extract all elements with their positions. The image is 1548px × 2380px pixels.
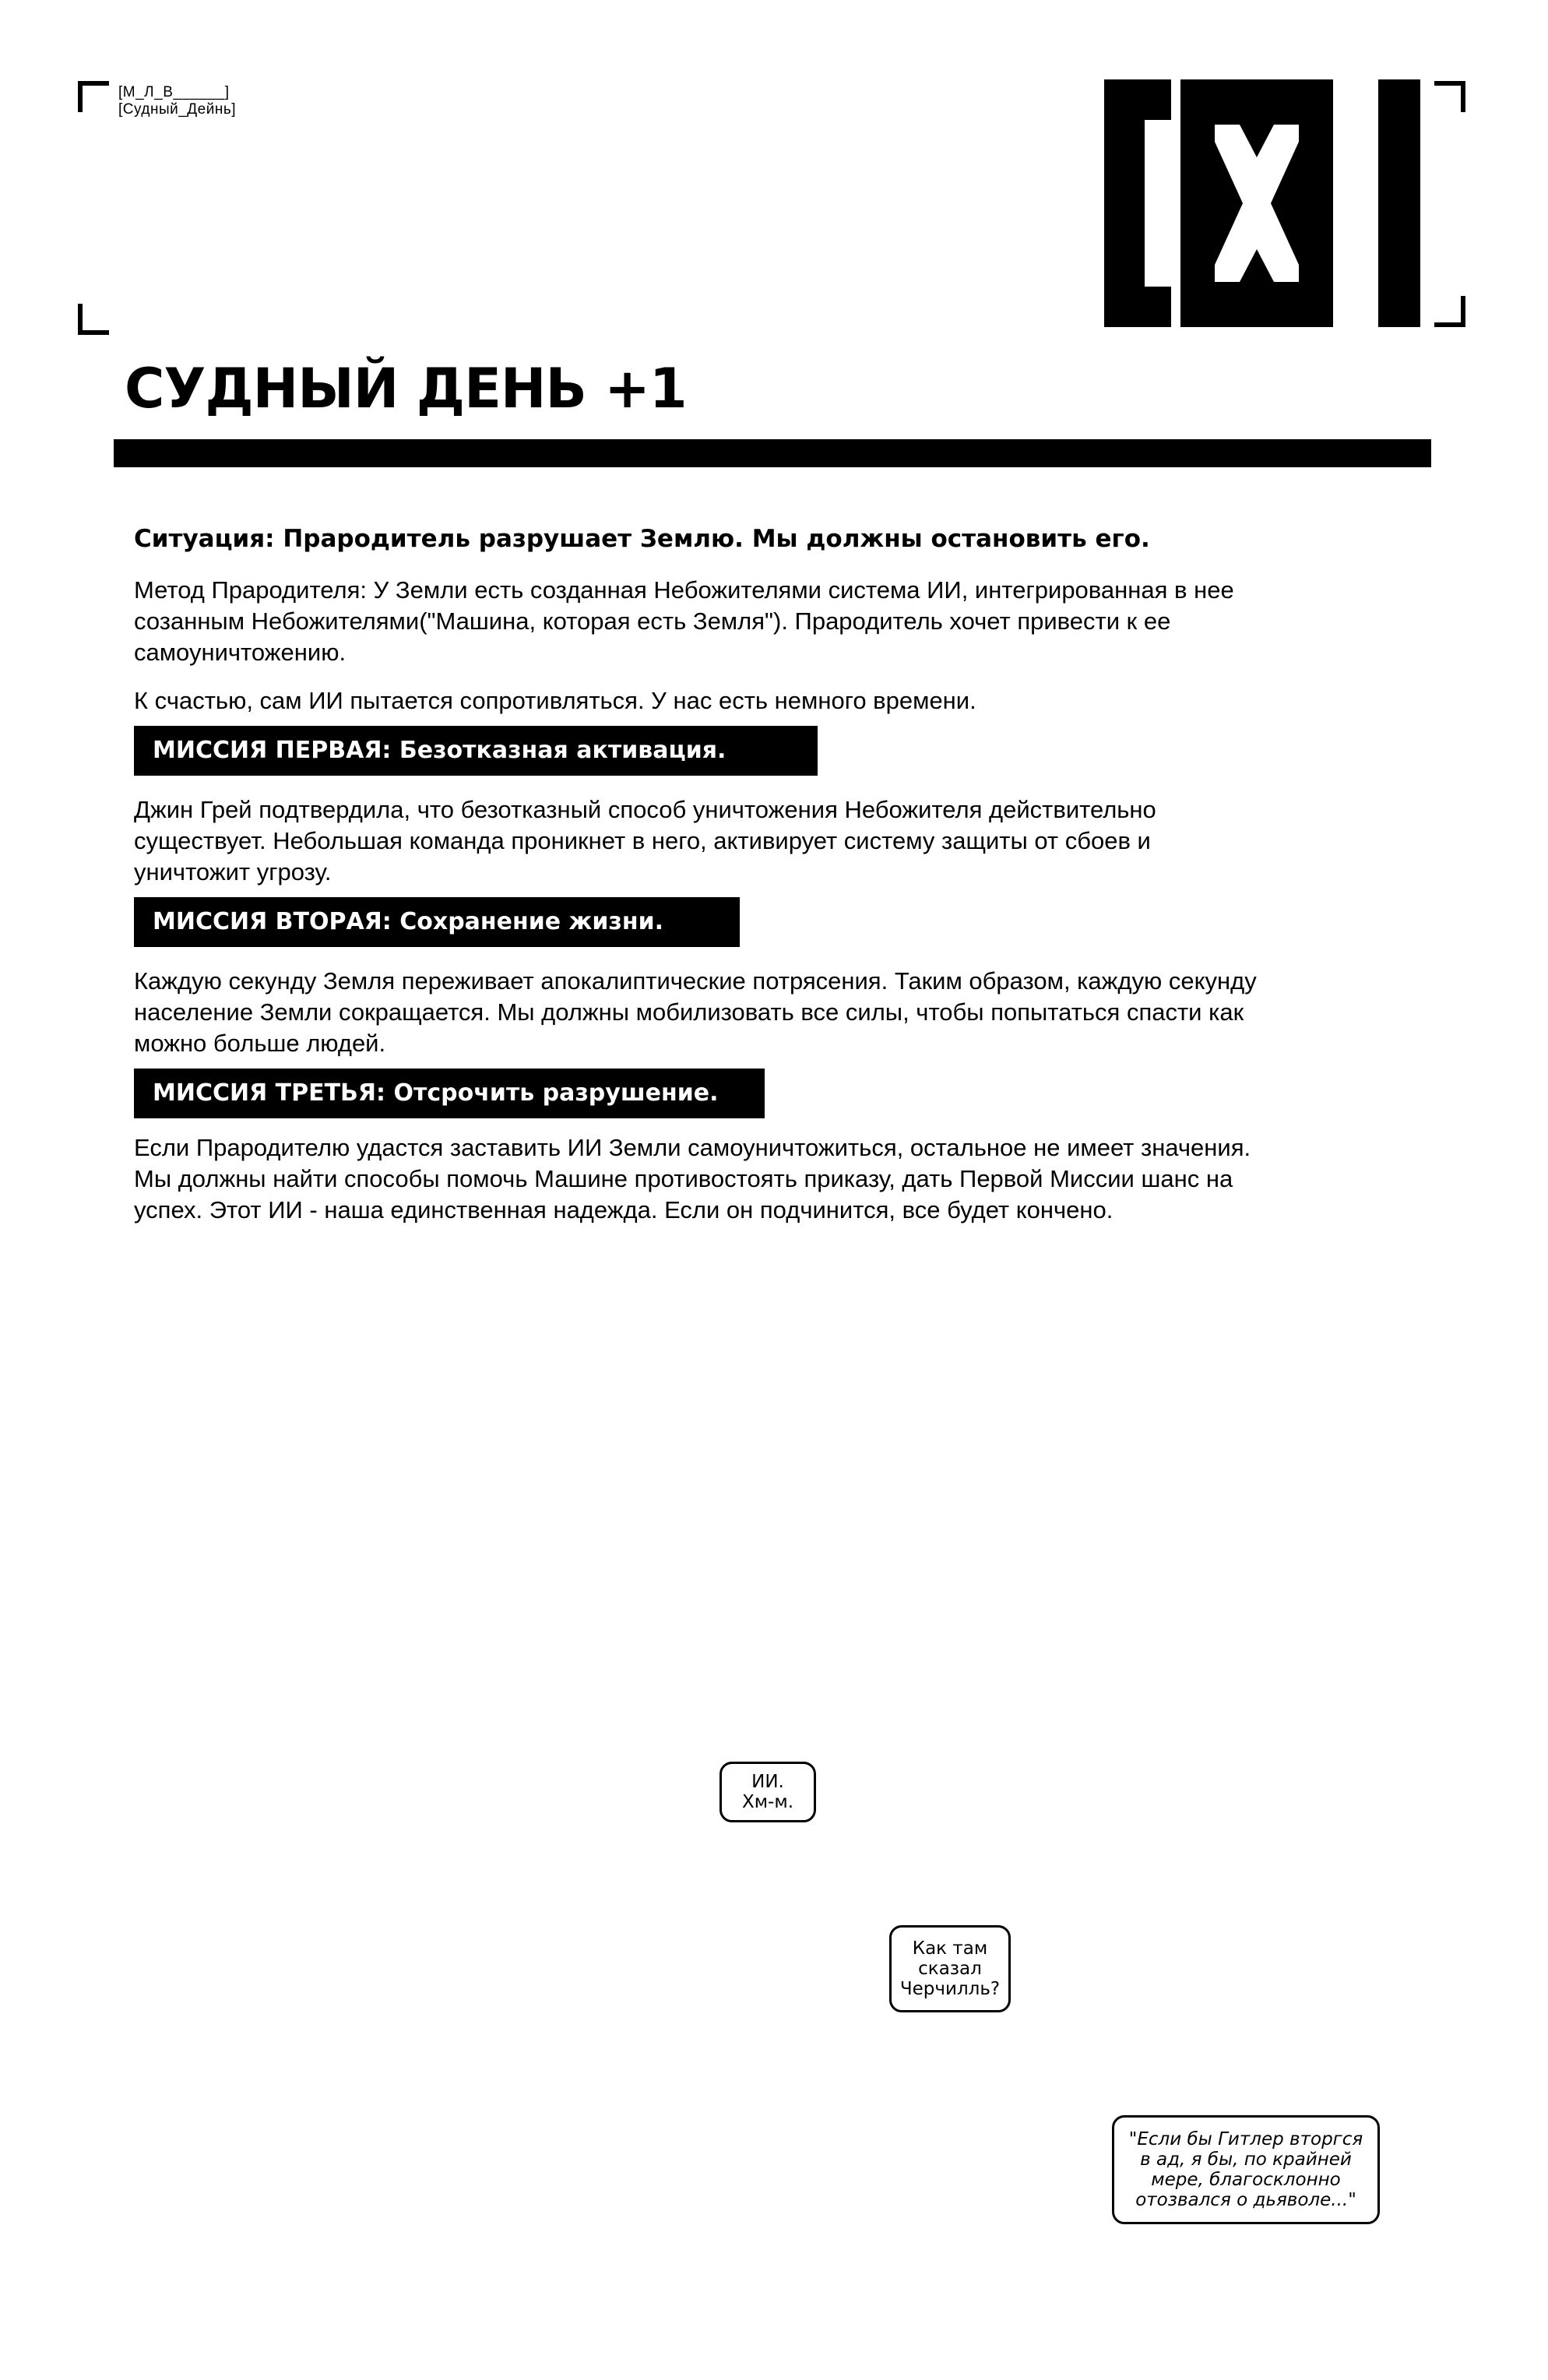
file-meta: [118, 84, 236, 118]
corner-bracket-top-left: [78, 81, 109, 112]
mission-3-text: Если Прародителю удастся заставить ИИ Земли самоуничтожиться, остальное не имеет значения. Мы должны найти способы помочь Машине противостоять приказу, дать Первой Миссии шанс на успех. Этот ИИ - наша единственная надежда. Если он подчинится, все будет кончено.: [134, 1134, 1251, 1223]
speech-bubble-2-text: Как там сказал Черчилль?: [899, 1938, 1001, 1999]
speech-bubble-2: [889, 1925, 1011, 2012]
speech-bubble-3-text: "Если бы Гитлер вторгся в ад, я бы, по крайней мере, благосклонно отозвался о дьяволе...": [1128, 2129, 1363, 2210]
file-meta-line-1: [М_Л_В______]: [118, 84, 230, 100]
mission-1-banner: МИССИЯ ПЕРВАЯ: Безотказная активация.: [134, 726, 818, 776]
page-title: СУДНЫЙ ДЕНЬ +1: [125, 357, 687, 421]
corner-bracket-top-right: [1434, 81, 1465, 112]
x-men-logo-icon: [1104, 79, 1420, 327]
speech-bubble-1: [719, 1762, 816, 1822]
speech-bubble-3: [1112, 2115, 1380, 2224]
mission-2-banner: МИССИЯ ВТОРАЯ: Сохранение жизни.: [134, 897, 740, 947]
mission-2-text: Каждую секунду Земля переживает апокалиптические потрясения. Таким образом, каждую секунду население Земли сокращается. Мы должны мобилизовать все силы, чтобы попытаться спасти как можно больше людей.: [134, 967, 1257, 1057]
corner-bracket-bottom-left: [78, 304, 109, 335]
file-meta-line-2: [Судный_Дейнь]: [118, 101, 237, 118]
situation-heading: Ситуация: Прародитель разрушает Землю. Мы должны остановить его.: [134, 525, 1150, 553]
mission-3-banner: МИССИЯ ТРЕТЬЯ: Отсрочить разрушение.: [134, 1069, 765, 1118]
mission-1-text: Джин Грей подтвердила, что безотказный способ уничтожения Небожителя действительно существует. Небольшая команда проникнет в него, активирует систему защиты от сбоев и уничтожит угрозу.: [134, 796, 1156, 885]
luck-paragraph: К счастью, сам ИИ пытается сопротивляться. У нас есть немного времени.: [134, 687, 976, 714]
corner-bracket-bottom-right: [1434, 296, 1465, 327]
title-underline-bar: [114, 439, 1431, 467]
method-paragraph: Метод Прародителя: У Земли есть созданная Небожителями система ИИ, интегрированная в нее созанным Небожителями("Машина, которая есть Земля"). Прародитель хочет привести к ее самоуничтожению.: [134, 576, 1234, 666]
speech-bubble-1-text: ИИ. Хм-м.: [741, 1772, 794, 1812]
